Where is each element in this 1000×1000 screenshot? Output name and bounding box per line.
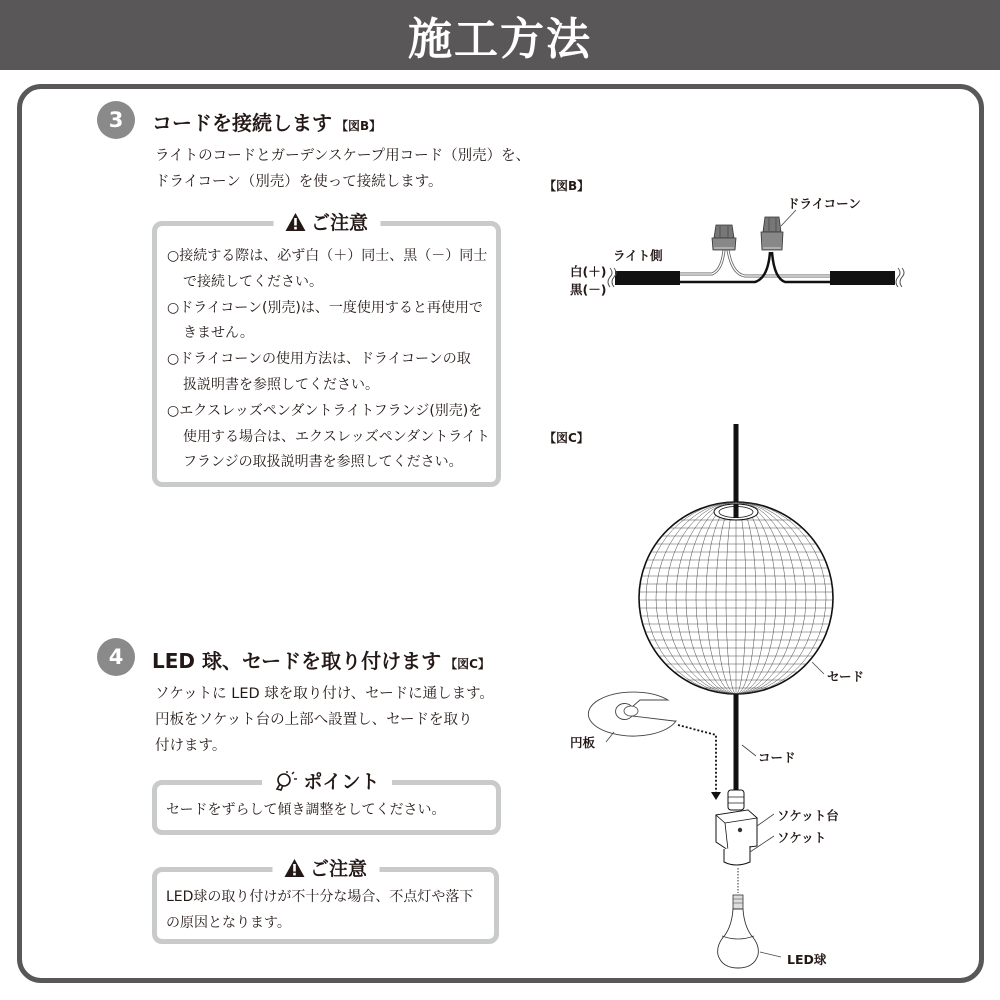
figure-c-label: 【図C】 bbox=[544, 431, 589, 445]
page-title: 施工方法 bbox=[408, 14, 592, 65]
label-socket: ソケット bbox=[777, 830, 827, 845]
figure-b-label: 【図B】 bbox=[544, 179, 590, 193]
caution-heading bbox=[272, 854, 379, 881]
caution-item-line: きません。 bbox=[183, 325, 254, 342]
caution-item-line: 扱説明書を参照してください。 bbox=[183, 376, 379, 393]
step-badge-3: 3 bbox=[97, 101, 135, 139]
caution-item-line: 使用する場合は、エクスレッズペンダントライト bbox=[183, 428, 490, 445]
caution-item-line: ○ドライコーンの使用方法は、ドライコーンの取 bbox=[167, 351, 471, 368]
step-4-body-line: 付けます。 bbox=[155, 738, 227, 754]
point-text: セードをずらして傾き調整をしてください。 bbox=[166, 802, 446, 818]
label-black-minus: 黒(－) bbox=[570, 282, 607, 297]
point-heading-text: ポイント bbox=[303, 771, 380, 793]
caution-line: LED球の取り付けが不十分な場合、不点灯や落下 bbox=[166, 889, 474, 905]
step-3-title-text: コードを接続します bbox=[152, 111, 332, 135]
label-shade: セード bbox=[827, 669, 865, 684]
label-cord: コード bbox=[758, 750, 796, 765]
label-socket-base: ソケット台 bbox=[777, 808, 839, 823]
caution-item-line: ○接続する際は、必ず白（＋）同士、黒（－）同士 bbox=[167, 248, 488, 264]
step-4-title bbox=[152, 645, 490, 674]
caution-item-line: で接続してください。 bbox=[183, 273, 323, 290]
caution-lines bbox=[166, 885, 473, 937]
caution-line: の原因となります。 bbox=[166, 914, 291, 931]
step-4-fig-ref: 【図C】 bbox=[445, 657, 490, 671]
caution-item-line: ○エクスレッズペンダントライトフランジ(別売)を bbox=[167, 402, 483, 419]
caution-item-line: ○ドライコーン(別売)は、一度使用すると再使用で bbox=[167, 299, 483, 316]
caution-heading-text: ご注意 bbox=[310, 212, 369, 234]
point-heading bbox=[261, 767, 391, 794]
step-4-title-text: LED 球、セードを取り付けます bbox=[152, 649, 442, 673]
step-3-body-line: ドライコーン（別売）を使って接続します。 bbox=[155, 174, 443, 190]
caution-item-line: フランジの取扱説明書を参照してください。 bbox=[183, 454, 463, 471]
label-led-bulb: LED球 bbox=[787, 952, 827, 967]
caution-box-step4 bbox=[152, 858, 499, 944]
step-4-body-line: ソケットに LED 球を取り付け、セードに通します。 bbox=[155, 686, 494, 702]
lightbulb-icon bbox=[273, 770, 297, 792]
caution-heading-text: ご注意 bbox=[309, 858, 368, 880]
label-dry-cone: ドライコーン bbox=[787, 196, 861, 211]
step-3-fig-ref: 【図B】 bbox=[336, 119, 382, 133]
step-3-body-line: ライトのコードとガーデンスケープ用コード（別売）を、 bbox=[155, 148, 531, 164]
step-4-body bbox=[155, 681, 494, 759]
step-4-body-line: 円板をソケット台の上部へ設置し、セードを取り bbox=[155, 712, 473, 728]
label-disc: 円板 bbox=[570, 735, 596, 750]
point-box bbox=[152, 771, 501, 835]
label-light-side: ライト側 bbox=[613, 248, 663, 263]
step-badge-4: 4 bbox=[97, 638, 135, 676]
label-white-plus: 白(＋) bbox=[570, 264, 607, 279]
warning-icon bbox=[284, 859, 304, 877]
